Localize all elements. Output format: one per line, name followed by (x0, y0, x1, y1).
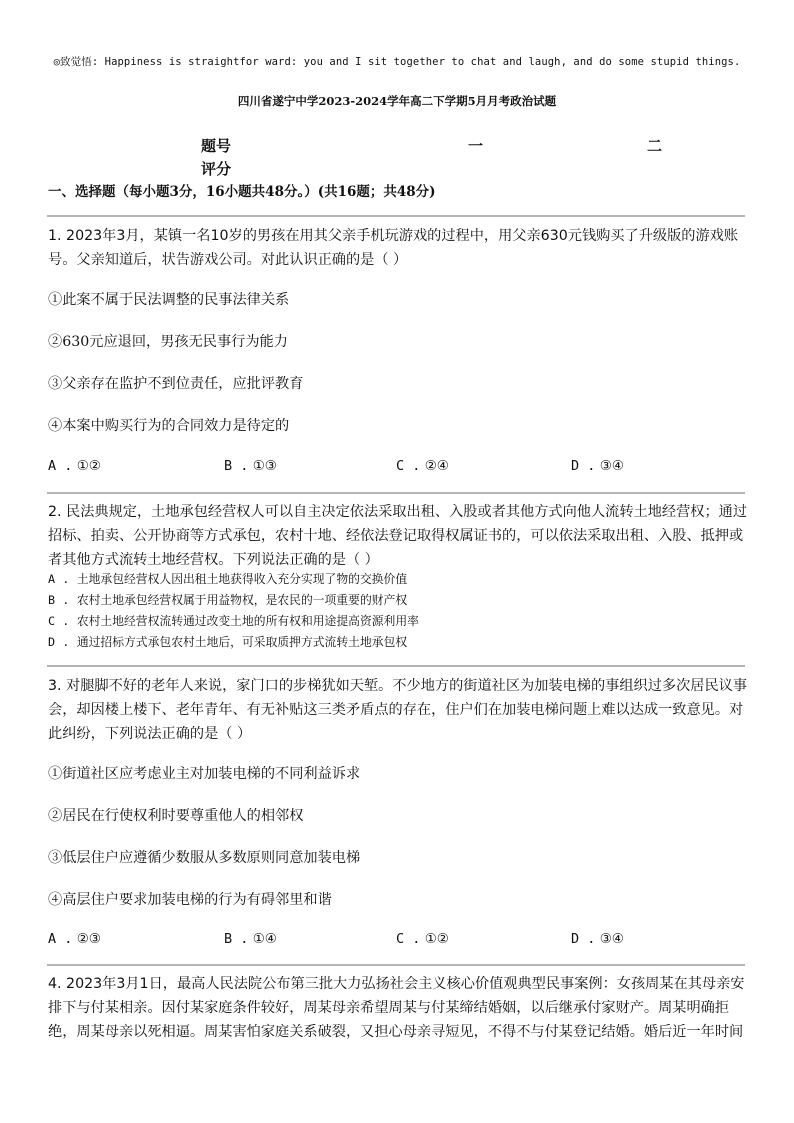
question-line: 者其他方式流转土地经营权。下列说法正确的是（ ） (48, 552, 379, 568)
question-line: 会，却因楼上楼下、老年青年、有无补贴这三类矛盾点的存在，住户们在加装电梯问题上难以达成一致意见。对 (48, 702, 744, 718)
question-4-text (48, 972, 748, 1044)
question-3-text (48, 674, 748, 746)
question-line: 排下与付某相亲。因付某家庭条件较好，周某母亲希望周某与付某缔结婚姻，以后继承付家财产。周某明确拒 (48, 1000, 730, 1016)
option-b[interactable]: B . 农村土地承包经营权属于用益物权，是农民的一项重要的财产权 (48, 593, 408, 607)
option-a[interactable]: A . 土地承包经营权人因出租土地获得收入充分实现了物的交换价值 (48, 572, 408, 586)
score-table (0, 130, 794, 178)
score-row-label-number: 题号 (201, 137, 232, 155)
question-divider (47, 492, 745, 494)
option-c[interactable]: C . ①② (396, 931, 449, 947)
statement: ①街道社区应考虑业主对加装电梯的不同利益诉求 (48, 766, 361, 782)
answer-options (48, 458, 748, 478)
option-a[interactable]: A . ②③ (48, 931, 101, 947)
question-line: 招标、拍卖、公开协商等方式承包，农村十地、经依法登记取得权属证书的，可以依法采取出租、入股、抵押或 (48, 528, 744, 544)
option-d[interactable]: D . 通过招标方式承包农村土地后，可采取质押方式流转土地承包权 (48, 635, 408, 649)
option-b[interactable]: B . ①④ (224, 931, 277, 947)
statement: ①此案不属于民法调整的民事法律关系 (48, 292, 290, 308)
statement: ②630元应退回，男孩无民事行为能力 (48, 334, 288, 350)
statement: ③父亲存在监护不到位责任，应批评教育 (48, 376, 304, 392)
question-divider (47, 215, 745, 217)
option-d[interactable]: D . ③④ (571, 931, 624, 947)
exam-title: 四川省遂宁中学2023-2024学年高二下学期5月月考政治试题 (237, 94, 557, 108)
statement: ②居民在行使权利时要尊重他人的相邻权 (48, 808, 304, 824)
option-a[interactable]: A . ①② (48, 458, 101, 474)
section-heading: 一、选择题（每小题3分，16小题共48分。）(共16题；共48分) (48, 184, 436, 200)
score-col-2: 二 (647, 137, 663, 155)
option-c[interactable]: C . ②④ (396, 458, 449, 474)
score-row-label-score: 评分 (201, 160, 232, 178)
question-line: 4. 2023年3月1日，最高人民法院公布第三批大力弘扬社会主义核心价值观典型民事案例：女孩周某在其母亲安 (48, 976, 745, 992)
option-d[interactable]: D . ③④ (571, 458, 624, 474)
question-1-text (48, 224, 748, 272)
question-line: 1. 2023年3月，某镇一名10岁的男孩在用其父亲手机玩游戏的过程中，用父亲630元钱购买了升级版的游戏账 (48, 228, 739, 244)
question-divider (47, 964, 745, 966)
question-line: 绝，周某母亲以死相逼。周某害怕家庭关系破裂，又担心母亲寻短见，不得不与付某登记结婚。婚后近一年时间 (48, 1024, 744, 1040)
option-c[interactable]: C . 农村土地经营权流转通过改变土地的所有权和用途提高资源利用率 (48, 614, 419, 628)
question-2-text (48, 500, 748, 572)
question-line: 3. 对腿脚不好的老年人来说，家门口的步梯犹如天堑。不少地方的街道社区为加装电梯的事组织过多次居民议事 (48, 678, 748, 694)
question-line: 2. 民法典规定，土地承包经营权人可以自主决定依法采取出租、入股或者其他方式向他人流转土地经营权；通过 (48, 504, 748, 520)
statement: ④本案中购买行为的合同效力是待定的 (48, 418, 290, 434)
motto-line: ◎致觉悟: Happiness is straightfor ward: you and I sit together to chat and laugh, and do some stupid things. (53, 56, 741, 68)
question-line: 号。父亲知道后，状告游戏公司。对此认识正确的是（ ） (48, 252, 408, 268)
statement: ③低层住户应遵循少数服从多数原则同意加装电梯 (48, 850, 361, 866)
score-col-1: 一 (468, 137, 484, 155)
option-b[interactable]: B . ①③ (224, 458, 277, 474)
answer-options (48, 931, 748, 951)
question-divider (47, 665, 745, 667)
question-line: 此纠纷，下列说法正确的是（ ） (48, 726, 252, 742)
statement: ④高层住户要求加装电梯的行为有碍邻里和谐 (48, 892, 332, 908)
